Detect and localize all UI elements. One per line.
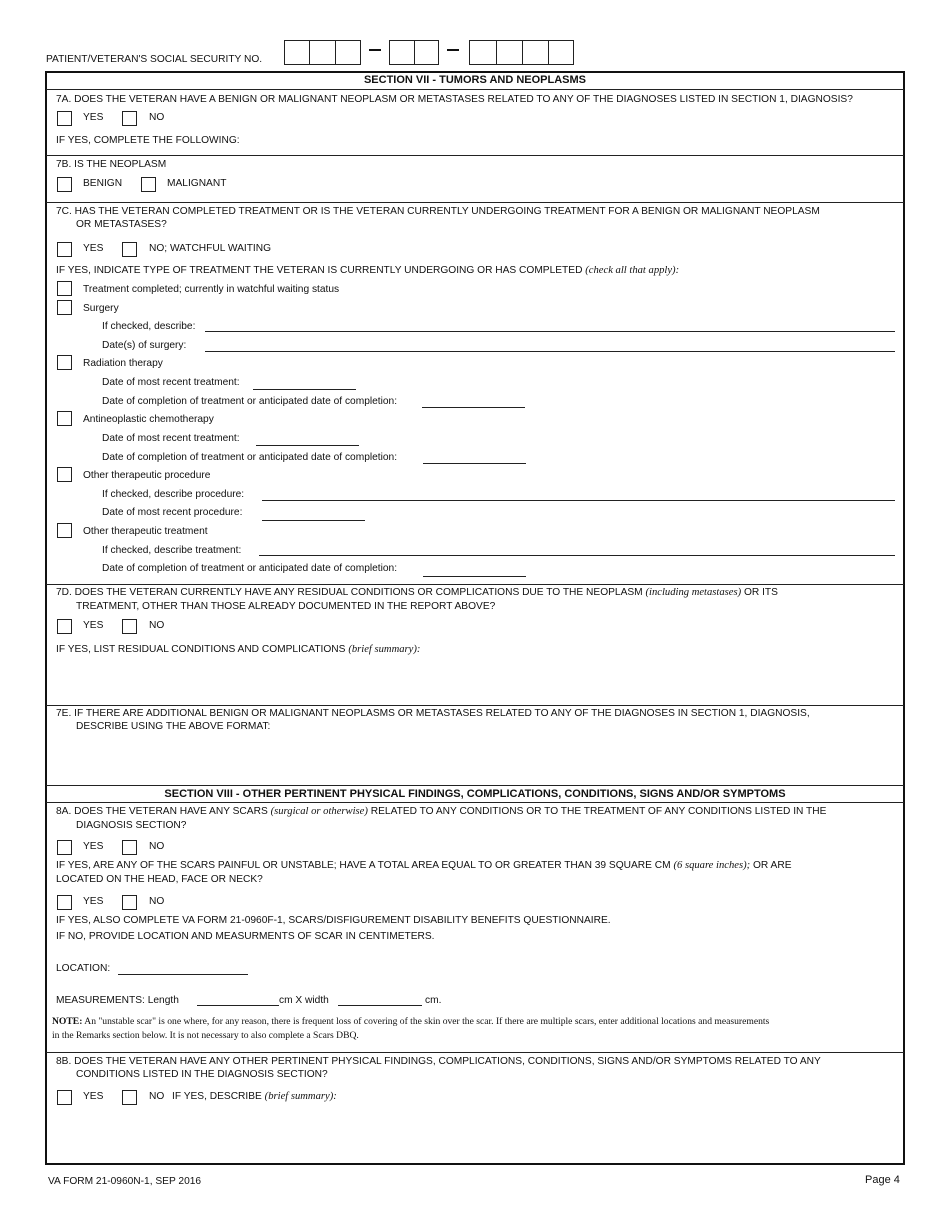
q8b-yes-checkbox[interactable]: [57, 1090, 72, 1105]
q7d-no-label: NO: [149, 620, 165, 631]
radiation-recent-field[interactable]: [253, 389, 356, 390]
q8a-no-checkbox[interactable]: [122, 840, 137, 855]
q7a-no-label: NO: [149, 112, 165, 123]
treatment-completed-checkbox[interactable]: [57, 281, 72, 296]
q8a-painful-no-checkbox[interactable]: [122, 895, 137, 910]
section-8-title: SECTION VIII - OTHER PERTINENT PHYSICAL FINDINGS, COMPLICATIONS, CONDITIONS, SIGNS AND/OR SYMPTOMS: [164, 788, 786, 800]
form-id: VA FORM 21-0960N-1, SEP 2016: [48, 1176, 202, 1187]
note-label: NOTE:: [52, 1016, 83, 1027]
other-treatment-checkbox[interactable]: [57, 523, 72, 538]
radiation-completion-field[interactable]: [422, 407, 525, 408]
q7d-summary-area[interactable]: [47, 660, 903, 704]
length-field[interactable]: [197, 1005, 279, 1006]
q7b-malignant-label: MALIGNANT: [167, 178, 227, 189]
q8a-text-a: 8A. DOES THE VETERAN HAVE ANY SCARS: [56, 806, 268, 817]
q8b-followup-note: (brief summary):: [264, 1091, 337, 1102]
q7e-text-line1: 7E. IF THERE ARE ADDITIONAL BENIGN OR MALIGNANT NEOPLASMS OR METASTASES RELATED TO ANY OF THE DIAGNOSES IN SECTION 1, DIAGNOSIS,: [56, 708, 810, 719]
location-label: LOCATION:: [56, 963, 111, 974]
q8a-painful-yes-checkbox[interactable]: [57, 895, 72, 910]
q8b-followup-text: IF YES, DESCRIBE: [172, 1091, 262, 1102]
procedure-describe-field[interactable]: [262, 500, 895, 501]
ssn-dash-2: [447, 49, 459, 51]
surgery-dates-label: Date(s) of surgery:: [102, 340, 187, 351]
q8a-text-line1: [56, 806, 826, 817]
treatment-describe-label: If checked, describe treatment:: [102, 545, 242, 556]
radiation-completion-label: Date of completion of treatment or anticipated date of completion:: [102, 396, 398, 407]
q7c-text-line1: 7C. HAS THE VETERAN COMPLETED TREATMENT OR IS THE VETERAN CURRENTLY UNDERGOING TREATMENT FOR A BENIGN OR MALIGNANT NEOPLASM: [56, 206, 820, 217]
q7c-yes-label: YES: [83, 243, 104, 254]
scar-note-line1: [52, 1016, 769, 1027]
q7e-description-area[interactable]: [47, 736, 903, 784]
scar-note-line2: in the Remarks section below. It is not necessary to also complete a Scars DBQ.: [52, 1030, 359, 1041]
q8a-text-line2: DIAGNOSIS SECTION?: [76, 820, 187, 831]
q8b-no-label: NO: [149, 1091, 165, 1102]
q8b-summary-area[interactable]: [47, 1108, 903, 1162]
q8b-text-line2: CONDITIONS LISTED IN THE DIAGNOSIS SECTION?: [76, 1069, 328, 1080]
q7c-instruction-text: IF YES, INDICATE TYPE OF TREATMENT THE VETERAN IS CURRENTLY UNDERGOING OR HAS COMPLETED: [56, 265, 583, 276]
q7c-yes-checkbox[interactable]: [57, 242, 72, 257]
cm-x-width-label: cm X width: [279, 995, 329, 1006]
measurements-label: MEASUREMENTS: Length: [56, 995, 179, 1006]
q7d-text-line2: TREATMENT, OTHER THAN THOSE ALREADY DOCUMENTED IN THE REPORT ABOVE?: [76, 601, 496, 612]
q8b-text-line1: 8B. DOES THE VETERAN HAVE ANY OTHER PERTINENT PHYSICAL FINDINGS, COMPLICATIONS, CONDITIONS, SIGNS AND/OR SYMPTOMS RELATED TO ANY: [56, 1056, 821, 1067]
location-field[interactable]: [118, 974, 248, 975]
treatment-describe-field[interactable]: [259, 555, 895, 556]
radiation-checkbox[interactable]: [57, 355, 72, 370]
note-text: An "unstable scar" is one where, for any reason, there is frequent loss of covering of the skin over the scar. If there are multiple scars, enter additional locations and measurements: [84, 1016, 770, 1027]
q8a-text-italic: (surgical or otherwise): [270, 806, 368, 817]
surgery-label: Surgery: [83, 303, 119, 314]
q7c-instruction-note: (check all that apply):: [585, 265, 680, 276]
chemo-recent-field[interactable]: [256, 445, 359, 446]
q7c-no-checkbox[interactable]: [122, 242, 137, 257]
page-number: Page 4: [865, 1174, 900, 1186]
treatment-completion-field[interactable]: [423, 576, 526, 577]
surgery-describe-label: If checked, describe:: [102, 321, 196, 332]
q8a-no-label: NO: [149, 841, 165, 852]
q7d-yes-checkbox[interactable]: [57, 619, 72, 634]
procedure-recent-field[interactable]: [262, 520, 365, 521]
other-procedure-checkbox[interactable]: [57, 467, 72, 482]
q8a-painful-yes-label: YES: [83, 896, 104, 907]
q7d-yes-label: YES: [83, 620, 104, 631]
q7d-no-checkbox[interactable]: [122, 619, 137, 634]
chemo-completion-field[interactable]: [423, 463, 526, 464]
ssn-dash-1: [369, 49, 381, 51]
q7d-text-b: OR ITS: [743, 587, 778, 598]
ssn-label: PATIENT/VETERAN'S SOCIAL SECURITY NO.: [46, 54, 263, 65]
surgery-dates-field[interactable]: [205, 351, 895, 352]
q7d-text-a: 7D. DOES THE VETERAN CURRENTLY HAVE ANY RESIDUAL CONDITIONS OR COMPLICATIONS DUE TO THE NEOPLASM: [56, 587, 643, 598]
ssn-group-2[interactable]: [389, 40, 439, 65]
treatment-completed-label: Treatment completed; currently in watchful waiting status: [83, 284, 340, 295]
chemo-completion-label: Date of completion of treatment or anticipated date of completion:: [102, 452, 398, 463]
q7a-text: 7A. DOES THE VETERAN HAVE A BENIGN OR MALIGNANT NEOPLASM OR METASTASES RELATED TO ANY OF THE DIAGNOSES LISTED IN SECTION 1, DIAGNOSIS?: [56, 94, 853, 105]
q7d-followup: [56, 644, 420, 655]
surgery-describe-field[interactable]: [205, 331, 895, 332]
q7e-text-line2: DESCRIBE USING THE ABOVE FORMAT:: [76, 721, 271, 732]
q8a-if-no: IF NO, PROVIDE LOCATION AND MEASURMENTS OF SCAR IN CENTIMETERS.: [56, 931, 435, 942]
q8a-painful-a: IF YES, ARE ANY OF THE SCARS PAINFUL OR UNSTABLE; HAVE A TOTAL AREA EQUAL TO OR GREATER THAN 39 SQUARE CM: [56, 860, 671, 871]
q7a-yes-checkbox[interactable]: [57, 111, 72, 126]
procedure-describe-label: If checked, describe procedure:: [102, 489, 245, 500]
treatment-completion-label: Date of completion of treatment or anticipated date of completion:: [102, 563, 398, 574]
q8a-painful-line1: [56, 860, 792, 871]
other-treatment-label: Other therapeutic treatment: [83, 526, 208, 537]
q8a-yes-checkbox[interactable]: [57, 840, 72, 855]
radiation-label: Radiation therapy: [83, 358, 163, 369]
radiation-recent-label: Date of most recent treatment:: [102, 377, 240, 388]
chemo-checkbox[interactable]: [57, 411, 72, 426]
q8b-yes-label: YES: [83, 1091, 104, 1102]
q8b-no-checkbox[interactable]: [122, 1090, 137, 1105]
ssn-group-3[interactable]: [469, 40, 574, 65]
q8b-followup: [172, 1091, 337, 1102]
q8a-text-b: RELATED TO ANY CONDITIONS OR TO THE TREATMENT OF ANY CONDITIONS LISTED IN THE: [370, 806, 827, 817]
q8a-yes-label: YES: [83, 841, 104, 852]
chemo-label: Antineoplastic chemotherapy: [83, 414, 214, 425]
q7d-followup-note: (brief summary):: [348, 644, 421, 655]
q7c-text-line2: OR METASTASES?: [76, 219, 167, 230]
cm-label: cm.: [425, 995, 442, 1006]
q7a-yes-label: YES: [83, 112, 104, 123]
section-7-title: SECTION VII - TUMORS AND NEOPLASMS: [363, 74, 587, 86]
q7b-text: 7B. IS THE NEOPLASM: [56, 159, 167, 170]
q7c-no-label: NO; WATCHFUL WAITING: [149, 243, 272, 254]
surgery-checkbox[interactable]: [57, 300, 72, 315]
q8a-painful-italic: (6 square inches);: [673, 860, 751, 871]
q7d-text-italic: (including metastases): [645, 587, 742, 598]
q7c-instruction: [56, 265, 679, 276]
q7d-followup-text: IF YES, LIST RESIDUAL CONDITIONS AND COMPLICATIONS: [56, 644, 346, 655]
q8a-painful-line2: LOCATED ON THE HEAD, FACE OR NECK?: [56, 874, 263, 885]
q7a-followup: IF YES, COMPLETE THE FOLLOWING:: [56, 135, 240, 146]
procedure-recent-label: Date of most recent procedure:: [102, 507, 243, 518]
q8a-painful-b: OR ARE: [753, 860, 792, 871]
chemo-recent-label: Date of most recent treatment:: [102, 433, 240, 444]
other-procedure-label: Other therapeutic procedure: [83, 470, 211, 481]
q7b-benign-label: BENIGN: [83, 178, 123, 189]
q8a-if-yes: IF YES, ALSO COMPLETE VA FORM 21-0960F-1, SCARS/DISFIGUREMENT DISABILITY BENEFITS QUESTIONNAIRE.: [56, 915, 611, 926]
q7d-text-line1: [56, 587, 778, 598]
q7a-no-checkbox[interactable]: [122, 111, 137, 126]
ssn-group-1[interactable]: [284, 40, 361, 65]
width-field[interactable]: [338, 1005, 422, 1006]
q8a-painful-no-label: NO: [149, 896, 165, 907]
q7b-malignant-checkbox[interactable]: [141, 177, 156, 192]
q7b-benign-checkbox[interactable]: [57, 177, 72, 192]
